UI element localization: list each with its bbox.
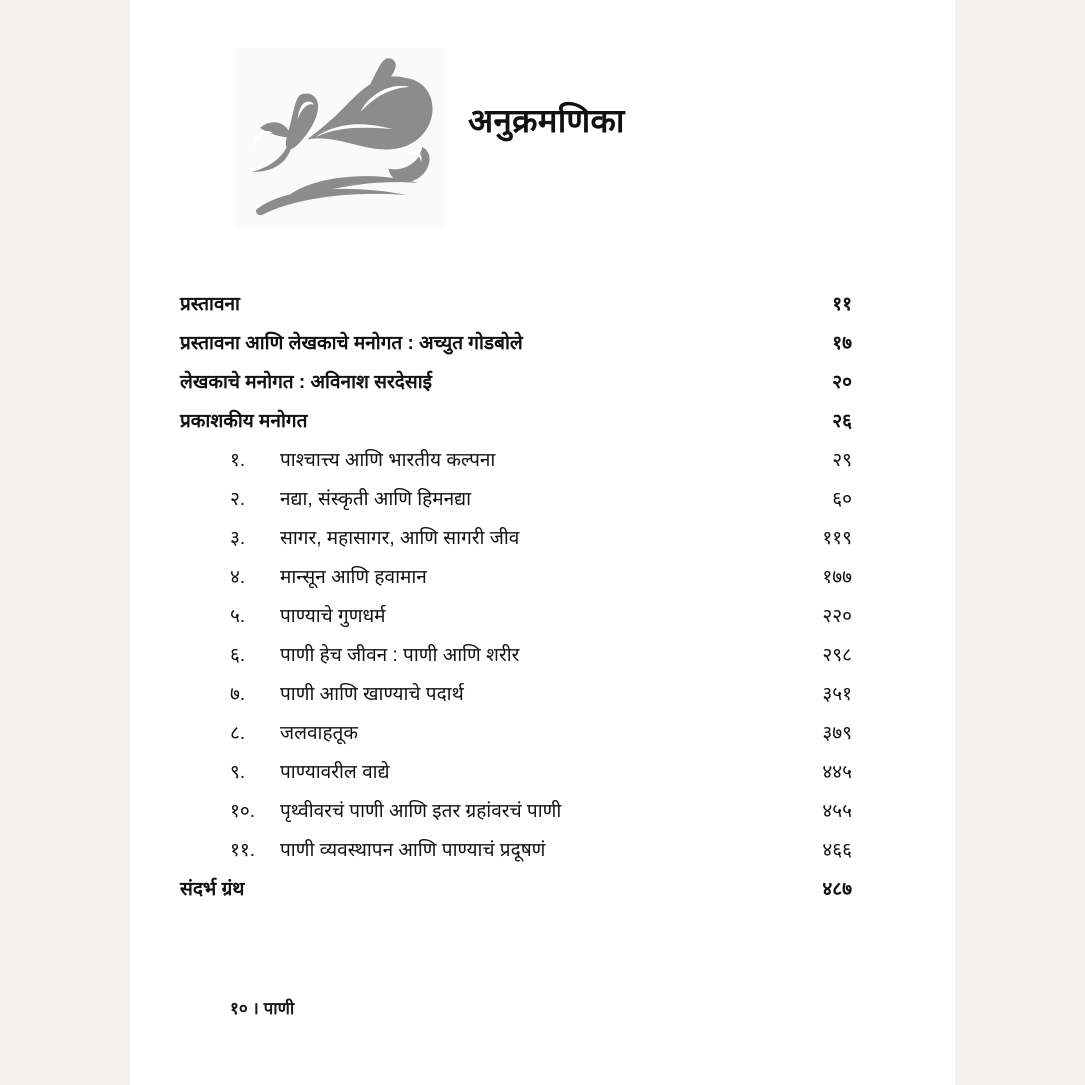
toc-entry-number: २. <box>230 489 246 510</box>
toc-entry-number: ४. <box>230 567 246 588</box>
toc-row[interactable] <box>230 528 852 567</box>
toc-entry-label: पाश्चात्त्य आणि भारतीय कल्पना <box>280 450 496 471</box>
toc-entry-label: पाणी आणि खाण्याचे पदार्थ <box>280 684 464 705</box>
toc-entry-page-number: ४५५ <box>822 801 852 822</box>
page-title: अनुक्रमणिका <box>468 102 625 139</box>
toc-entry-label: सागर, महासागर, आणि सागरी जीव <box>280 528 520 549</box>
toc-entry-page-number: ४६६ <box>822 840 852 861</box>
toc-row[interactable] <box>230 606 852 645</box>
toc-entry-label: जलवाहतूक <box>280 723 358 744</box>
toc-entry-page-number: २९८ <box>822 645 852 666</box>
toc-entry-number: १०. <box>230 801 256 822</box>
toc-entry-label: पाण्यावरील वाद्ये <box>280 762 390 783</box>
toc-row[interactable] <box>230 840 852 879</box>
toc-entry-page-number: ११९ <box>822 528 852 549</box>
water-splash-logo <box>236 48 444 226</box>
toc-entry-page-number: ४८७ <box>822 879 852 900</box>
toc-entry-number: ३. <box>230 528 246 549</box>
toc-entry-number: ८. <box>230 723 246 744</box>
toc-entry-label: संदर्भ ग्रंथ <box>180 879 245 900</box>
toc-entry-page-number: १७७ <box>822 567 852 588</box>
toc-entry-page-number: २६ <box>832 411 852 432</box>
toc-row[interactable] <box>230 684 852 723</box>
page-footer: १० । पाणी <box>230 999 295 1018</box>
toc-list <box>180 294 852 918</box>
toc-entry-label: प्रस्तावना <box>180 294 240 315</box>
toc-entry-page-number: ६० <box>832 489 852 510</box>
toc-row[interactable] <box>230 762 852 801</box>
toc-row[interactable] <box>180 333 852 372</box>
toc-row[interactable] <box>230 801 852 840</box>
toc-entry-page-number: ११ <box>832 294 852 315</box>
page-sheet <box>130 0 955 1085</box>
toc-entry-number: ६. <box>230 645 246 666</box>
toc-entry-label: नद्या, संस्कृती आणि हिमनद्या <box>280 489 472 510</box>
toc-entry-label: लेखकाचे मनोगत : अविनाश सरदेसाई <box>180 372 432 393</box>
toc-row[interactable] <box>180 372 852 411</box>
toc-entry-page-number: २२० <box>822 606 852 627</box>
toc-entry-page-number: २० <box>832 372 852 393</box>
toc-entry-page-number: ३५१ <box>822 684 852 705</box>
toc-entry-label: पृथ्वीवरचं पाणी आणि इतर ग्रहांवरचं पाणी <box>280 801 562 822</box>
toc-row[interactable] <box>180 879 852 918</box>
toc-entry-label: पाणी हेच जीवन : पाणी आणि शरीर <box>280 645 520 666</box>
toc-row[interactable] <box>230 489 852 528</box>
toc-row[interactable] <box>180 411 852 450</box>
toc-entry-page-number: ३७९ <box>822 723 852 744</box>
toc-header <box>236 48 796 230</box>
toc-row[interactable] <box>230 567 852 606</box>
toc-entry-number: १. <box>230 450 246 471</box>
toc-entry-number: ९. <box>230 762 246 783</box>
toc-row[interactable] <box>230 645 852 684</box>
toc-entry-number: ५. <box>230 606 246 627</box>
toc-entry-number: ११. <box>230 840 256 861</box>
toc-entry-page-number: ४४५ <box>822 762 852 783</box>
toc-row[interactable] <box>230 450 852 489</box>
toc-entry-label: मान्सून आणि हवामान <box>280 567 427 588</box>
toc-row[interactable] <box>180 294 852 333</box>
toc-entry-label: प्रस्तावना आणि लेखकाचे मनोगत : अच्युत गोडबोले <box>180 333 523 354</box>
toc-row[interactable] <box>230 723 852 762</box>
toc-entry-page-number: १७ <box>832 333 852 354</box>
toc-entry-number: ७. <box>230 684 246 705</box>
toc-entry-label: प्रकाशकीय मनोगत <box>180 411 308 432</box>
toc-entry-page-number: २९ <box>832 450 852 471</box>
toc-entry-label: पाणी व्यवस्थापन आणि पाण्याचं प्रदूषणं <box>280 840 546 861</box>
toc-entry-label: पाण्याचे गुणधर्म <box>280 606 386 627</box>
